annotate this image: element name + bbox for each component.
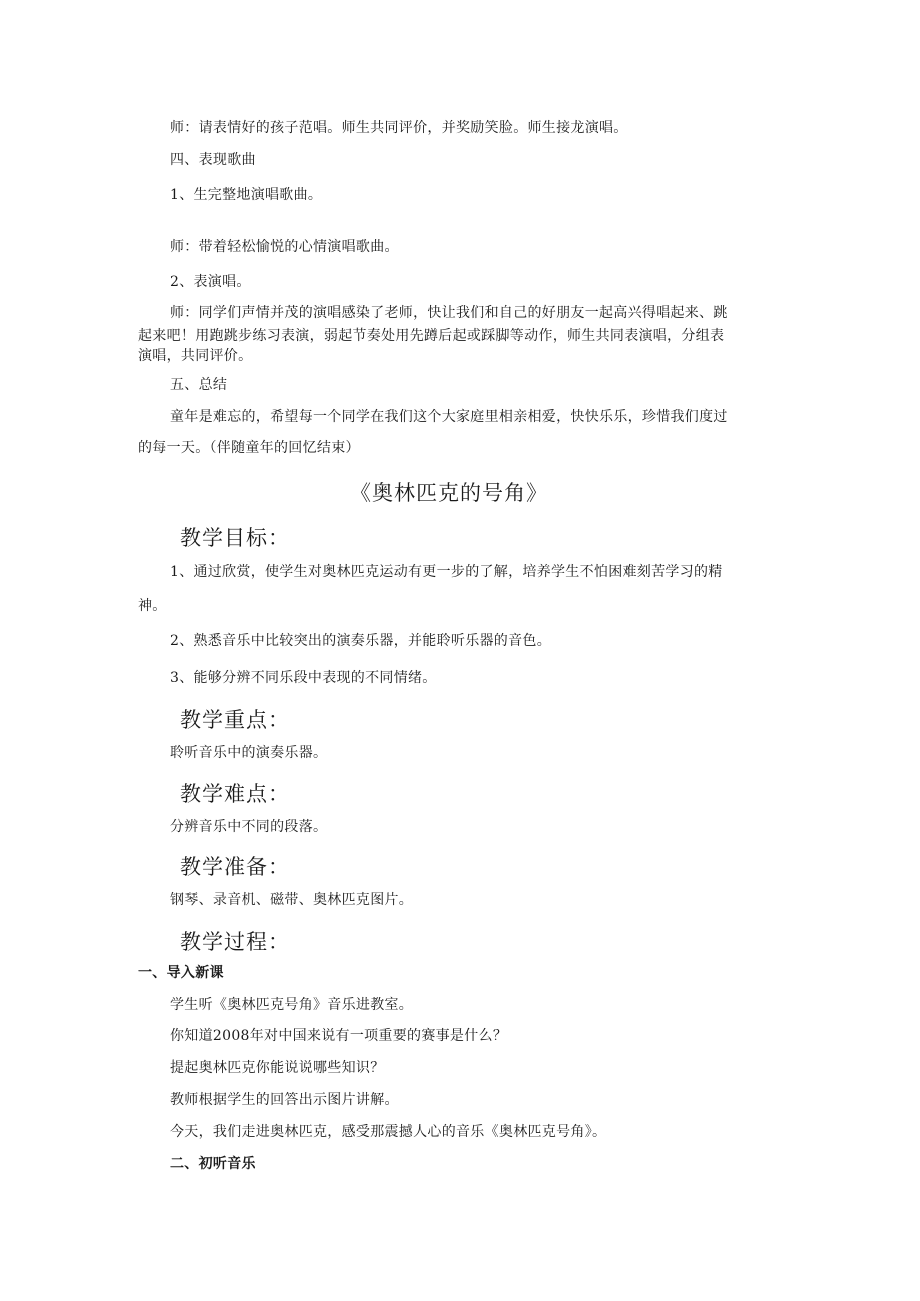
difficulties-text: 分辨音乐中不同的段落。	[170, 819, 328, 835]
introduction-line-2: 你知道2008年对中国来说有一项重要的赛事是什么？	[170, 1028, 508, 1044]
paragraph-teacher-performance-line-3: 演唱，共同评价。	[138, 348, 253, 364]
goal-3: 3、能够分辨不同乐段中表现的不同情绪。	[170, 670, 437, 686]
introduction-line-5: 今天，我们走进奥林匹克，感受那震撼人心的音乐《奥林匹克号角》。	[170, 1124, 607, 1140]
heading-teaching-goals: 教学目标：	[180, 526, 290, 550]
introduction-line-3: 提起奥林匹克你能说说哪些知识？	[170, 1060, 385, 1076]
goal-2: 2、熟悉音乐中比较突出的演奏乐器，并能聆听乐器的音色。	[170, 633, 552, 649]
goal-1-line-2: 神。	[138, 598, 167, 614]
paragraph-teacher-relaxed-singing: 师：带着轻松愉悦的心情演唱歌曲。	[170, 239, 399, 255]
key-points-text: 聆听音乐中的演奏乐器。	[170, 745, 328, 761]
heading-teaching-process: 教学过程：	[180, 930, 290, 954]
heading-preparation: 教学准备：	[180, 855, 290, 879]
introduction-line-1: 学生听《奥林匹克号角》音乐进教室。	[170, 997, 414, 1013]
paragraph-summary-line-1: 童年是难忘的，希望每一个同学在我们这个大家庭里相亲相爱，快快乐乐，珍惜我们度过	[170, 409, 728, 425]
heading-key-points: 教学重点：	[180, 708, 290, 732]
introduction-line-4: 教师根据学生的回答出示图片讲解。	[170, 1092, 399, 1108]
preparation-text: 钢琴、录音机、磁带、奥林匹克图片。	[170, 892, 414, 908]
lesson-title: 《奥林匹克的号角》	[350, 481, 548, 505]
paragraph-teacher-model-singing: 师：请表情好的孩子范唱。师生共同评价，并奖励笑脸。师生接龙演唱。	[170, 120, 628, 136]
step-heading-introduction: 一、导入新课	[138, 965, 224, 981]
list-item-sing-whole-song: 1、生完整地演唱歌曲。	[170, 187, 323, 203]
paragraph-teacher-performance-line-2: 起来吧！用跑跳步练习表演，弱起节奏处用先蹲后起或踩脚等动作，师生共同表演唱，分组表	[138, 328, 725, 344]
heading-difficulties: 教学难点：	[180, 782, 290, 806]
section-heading-summary: 五、总结	[170, 377, 228, 393]
paragraph-teacher-performance-line-1: 师：同学们声情并茂的演唱感染了老师，快让我们和自己的好朋友一起高兴得唱起来、跳	[170, 305, 728, 321]
step-heading-first-listening: 二、初听音乐	[170, 1156, 256, 1172]
paragraph-summary-line-2: 的每一天。（伴随童年的回忆结束）	[138, 440, 360, 456]
goal-1-line-1: 1、通过欣赏，使学生对奥林匹克运动有更一步的了解，培养学生不怕困难刻苦学习的精	[170, 564, 723, 580]
list-item-performance-singing: 2、表演唱。	[170, 274, 251, 290]
section-heading-perform-song: 四、表现歌曲	[170, 152, 256, 168]
